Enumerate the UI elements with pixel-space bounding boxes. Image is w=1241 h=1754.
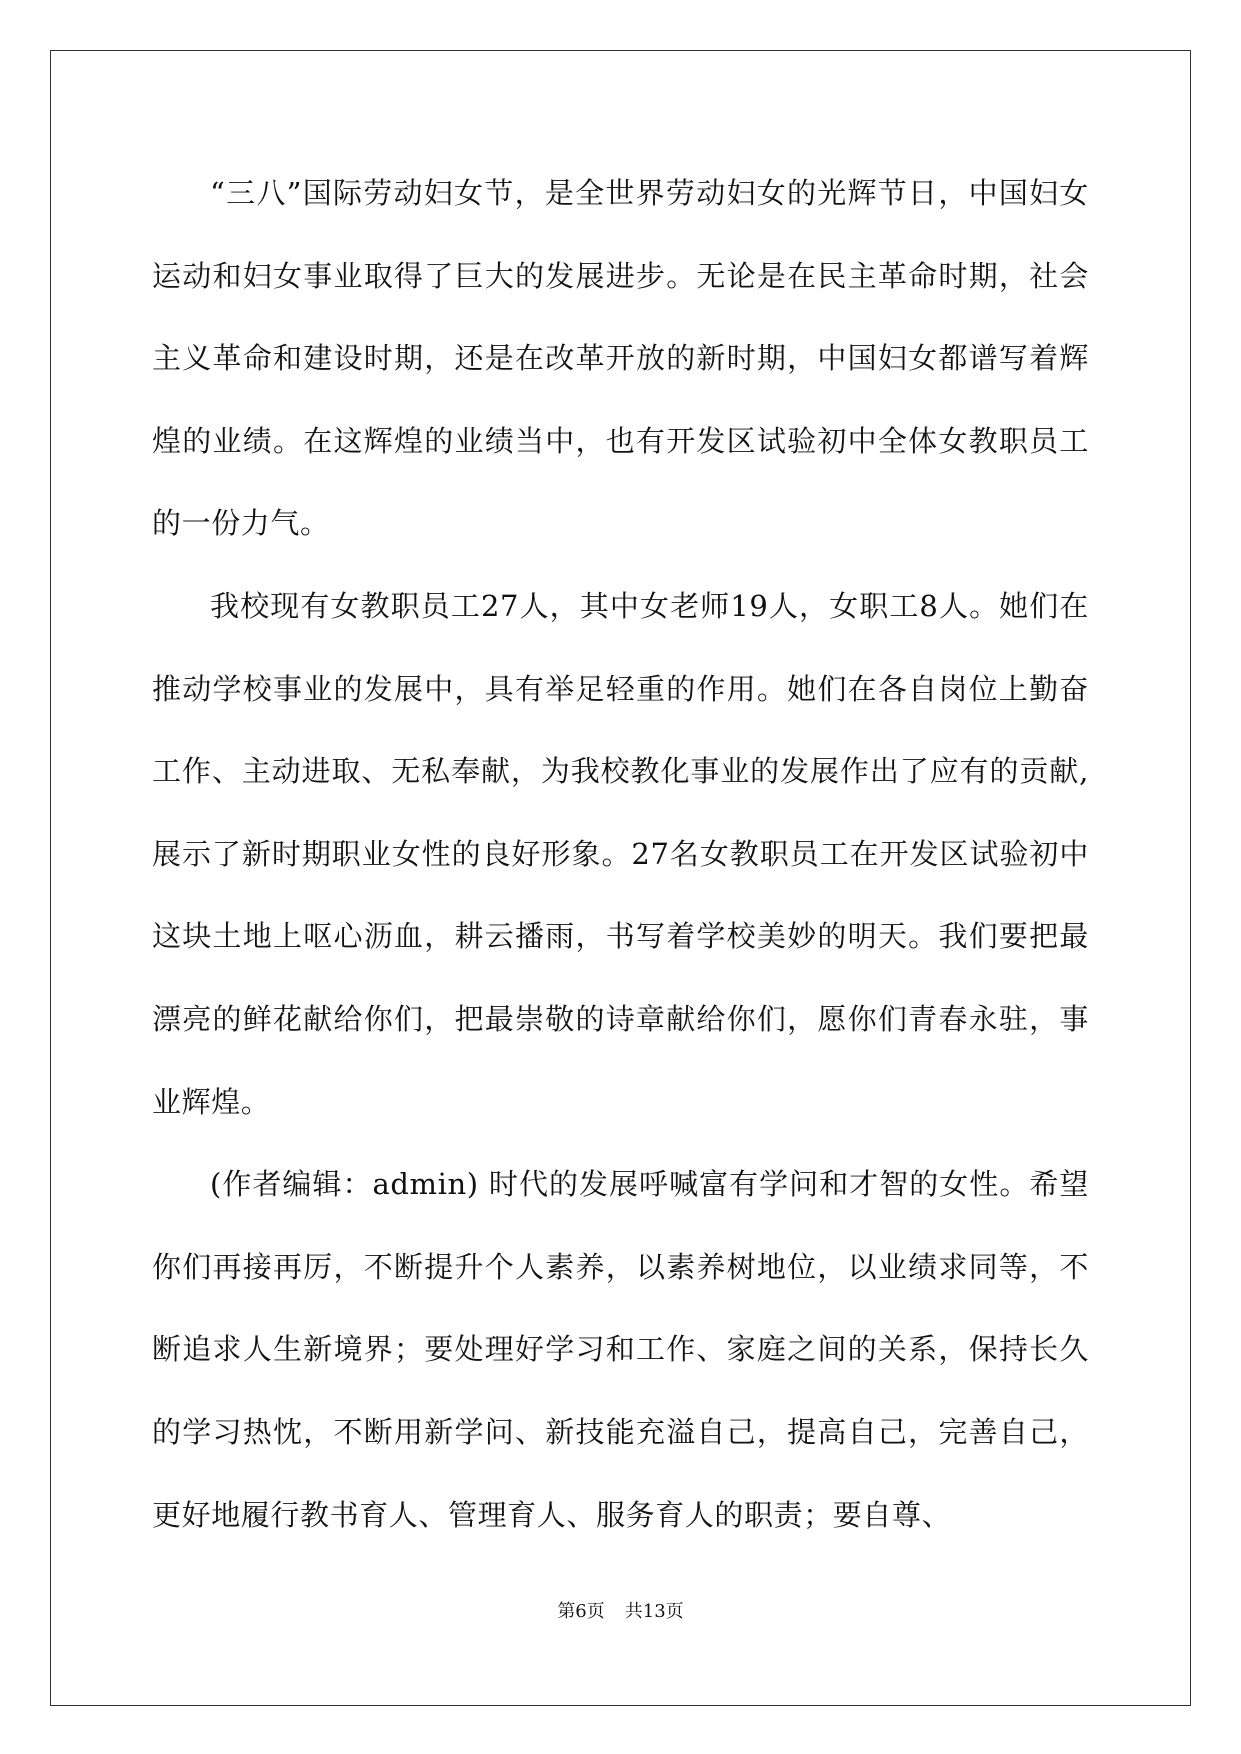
- paragraph-2: 我校现有女教职员工27人，其中女老师19人，女职工8人。她们在推动学校事业的发展中，具有举足轻重的作用。她们在各自岗位上勤奋工作、主动进取、无私奉献，为我校教化事业的发展作出了应有的贡献,展示了新时期职业女性的良好形象。27名女教职员工在开发区试验初中这块土地上呕心沥血，耕云播雨，书写着学校美妙的明天。我们要把最漂亮的鲜花献给你们，把最崇敬的诗章献给你们，愿你们青春永驻，事业辉煌。: [152, 588, 1089, 1119]
- total-pages: 共13页: [624, 1601, 684, 1622]
- document-body: [152, 152, 1089, 1556]
- page-footer: [0, 1600, 1241, 1624]
- paragraph-1: “三八”国际劳动妇女节，是全世界劳动妇女的光辉节日，中国妇女运动和妇女事业取得了巨大的发展进步。无论是在民主革命时期，社会主义革命和建设时期，还是在改革开放的新时期，中国妇女都谱写着辉煌的业绩。在这辉煌的业绩当中，也有开发区试验初中全体女教职员工的一份力气。: [152, 176, 1089, 541]
- paragraph-3: (作者编辑：admin) 时代的发展呼喊富有学问和才智的女性。希望你们再接再厉，不断提升个人素养，以素养树地位，以业绩求同等，不断追求人生新境界；要处理好学习和工作、家庭之间的关系，保持长久的学习热忱，不断用新学问、新技能充溢自己，提高自己，完善自己，更好地履行教书育人、管理育人、服务育人的职责；要自尊、: [152, 1167, 1089, 1532]
- page-number: 第6页: [557, 1601, 605, 1622]
